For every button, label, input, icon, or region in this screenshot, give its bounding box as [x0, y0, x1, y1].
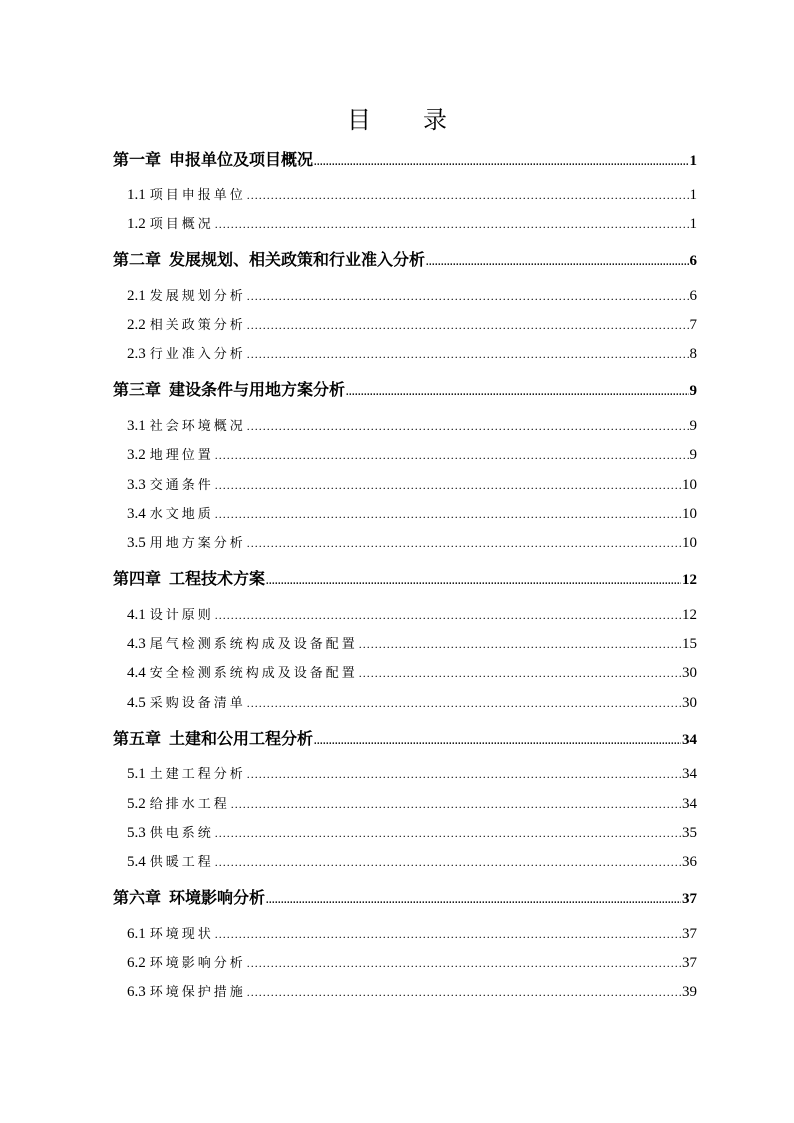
dot-leader [247, 289, 689, 304]
chapter-label: 第四章 [113, 569, 162, 588]
dot-leader [247, 318, 689, 333]
toc-section-4-3[interactable] [127, 633, 697, 653]
toc-section-5-4[interactable] [127, 851, 697, 871]
dot-leader [247, 188, 689, 203]
section-number: 4.5 [127, 695, 146, 711]
dot-leader [215, 507, 681, 522]
page-number: 12 [682, 607, 697, 623]
toc-section-2-2[interactable] [127, 314, 697, 334]
section-number: 6.1 [127, 926, 146, 942]
toc-section-5-3[interactable] [127, 822, 697, 842]
section-number: 5.4 [127, 854, 146, 870]
toc-section-6-2[interactable] [127, 952, 697, 972]
page-number: 30 [682, 665, 697, 681]
toc-section-4-5[interactable] [127, 692, 697, 712]
toc-section-3-2[interactable] [127, 444, 697, 464]
toc-section-5-2[interactable] [127, 793, 697, 813]
dot-leader [247, 767, 681, 782]
section-title: 尾气检测系统构成及设备配置 [149, 637, 358, 652]
page-number: 1 [689, 216, 697, 232]
dot-leader [266, 576, 681, 587]
dot-leader [215, 855, 681, 870]
section-title: 用地方案分析 [149, 536, 246, 551]
section-number: 2.2 [127, 317, 146, 333]
toc-section-2-3[interactable] [127, 343, 697, 363]
dot-leader [215, 448, 689, 463]
section-number: 3.2 [127, 447, 146, 463]
dot-leader [346, 387, 688, 398]
section-title: 供暖工程 [149, 855, 214, 870]
section-title: 采购设备清单 [149, 696, 246, 711]
toc-section-4-1[interactable] [127, 604, 697, 624]
chapter-title: 环境影响分析 [169, 888, 266, 907]
section-title: 项目申报单位 [149, 188, 246, 203]
section-title: 设计原则 [149, 608, 214, 623]
page-number: 10 [682, 506, 697, 522]
dot-leader [247, 696, 681, 711]
section-title: 项目概况 [149, 217, 214, 232]
page-number: 6 [689, 288, 697, 304]
section-title: 土建工程分析 [149, 767, 246, 782]
page-number: 9 [689, 383, 697, 399]
section-title: 交通条件 [149, 478, 214, 493]
toc-section-6-3[interactable] [127, 981, 697, 1001]
page-number: 37 [682, 926, 697, 942]
dot-leader [215, 927, 681, 942]
page-number: 37 [682, 955, 697, 971]
dot-leader [247, 347, 689, 362]
dot-leader [215, 217, 689, 232]
section-title: 安全检测系统构成及设备配置 [149, 666, 358, 681]
chapter-label: 第五章 [113, 729, 162, 748]
toc-section-3-1[interactable] [127, 415, 697, 435]
page-number: 8 [689, 346, 697, 362]
dot-leader [247, 985, 681, 1000]
dot-leader [247, 419, 689, 434]
toc-title-left: 目 [347, 106, 371, 134]
toc-title [0, 100, 794, 135]
toc-section-5-1[interactable] [127, 763, 697, 783]
dot-leader [359, 637, 681, 652]
page-number: 37 [682, 891, 697, 907]
toc-section-3-5[interactable] [127, 532, 697, 552]
page-number: 10 [682, 477, 697, 493]
toc-section-1-1[interactable] [127, 184, 697, 204]
toc-chapter-1[interactable] [113, 147, 697, 170]
section-title: 环境现状 [149, 927, 214, 942]
section-number: 5.1 [127, 766, 146, 782]
section-number: 1.1 [127, 187, 146, 203]
dot-leader [215, 478, 681, 493]
section-number: 4.4 [127, 665, 146, 681]
section-number: 3.3 [127, 477, 146, 493]
page-number: 30 [682, 695, 697, 711]
page-number: 7 [689, 317, 697, 333]
section-title: 供电系统 [149, 826, 214, 841]
section-number: 6.3 [127, 984, 146, 1000]
section-title: 给排水工程 [149, 797, 230, 812]
toc-title-right: 录 [423, 106, 447, 134]
chapter-title: 土建和公用工程分析 [169, 729, 314, 748]
chapter-label: 第二章 [113, 250, 162, 269]
page-number: 1 [689, 153, 697, 169]
chapter-label: 第一章 [113, 150, 162, 169]
chapter-title: 工程技术方案 [169, 569, 266, 588]
page-number: 12 [682, 572, 697, 588]
page-number: 34 [682, 732, 697, 748]
page-number: 10 [682, 535, 697, 551]
toc-section-3-3[interactable] [127, 474, 697, 494]
chapter-label: 第六章 [113, 888, 162, 907]
toc-section-2-1[interactable] [127, 285, 697, 305]
dot-leader [231, 797, 681, 812]
toc-chapter-4[interactable] [113, 566, 697, 589]
page-number: 34 [682, 766, 697, 782]
toc-section-1-2[interactable] [127, 213, 697, 233]
toc-chapter-5[interactable] [113, 726, 697, 749]
section-number: 5.3 [127, 825, 146, 841]
dot-leader [215, 826, 681, 841]
dot-leader [314, 157, 688, 168]
page-number: 6 [689, 253, 697, 269]
section-number: 2.1 [127, 288, 146, 304]
page-number: 1 [689, 187, 697, 203]
page-number: 39 [682, 984, 697, 1000]
section-number: 1.2 [127, 216, 146, 232]
page-number: 34 [682, 796, 697, 812]
section-title: 行业准入分析 [149, 347, 246, 362]
section-number: 3.4 [127, 506, 146, 522]
page-number: 36 [682, 854, 697, 870]
dot-leader [266, 895, 681, 906]
toc-section-4-4[interactable] [127, 662, 697, 682]
section-number: 5.2 [127, 796, 146, 812]
toc-chapter-3[interactable] [113, 377, 697, 400]
section-title: 社会环境概况 [149, 419, 246, 434]
section-number: 4.1 [127, 607, 146, 623]
dot-leader [247, 956, 681, 971]
section-title: 水文地质 [149, 507, 214, 522]
section-title: 相关政策分析 [149, 318, 246, 333]
dot-leader [215, 608, 681, 623]
section-number: 6.2 [127, 955, 146, 971]
chapter-title: 建设条件与用地方案分析 [169, 380, 346, 399]
toc-chapter-2[interactable] [113, 247, 697, 270]
toc-chapter-6[interactable] [113, 885, 697, 908]
section-number: 2.3 [127, 346, 146, 362]
section-title: 环境影响分析 [149, 956, 246, 971]
toc-section-3-4[interactable] [127, 503, 697, 523]
dot-leader [314, 736, 681, 747]
section-number: 3.5 [127, 535, 146, 551]
section-number: 4.3 [127, 636, 146, 652]
section-number: 3.1 [127, 418, 146, 434]
page-number: 9 [689, 447, 697, 463]
toc-section-6-1[interactable] [127, 923, 697, 943]
dot-leader [247, 536, 681, 551]
page-number: 9 [689, 418, 697, 434]
chapter-title: 申报单位及项目概况 [169, 150, 314, 169]
section-title: 地理位置 [149, 448, 214, 463]
section-title: 环境保护措施 [149, 985, 246, 1000]
page-number: 15 [682, 636, 697, 652]
chapter-title: 发展规划、相关政策和行业准入分析 [169, 250, 426, 269]
dot-leader [359, 666, 681, 681]
chapter-label: 第三章 [113, 380, 162, 399]
dot-leader [426, 257, 688, 268]
page-number: 35 [682, 825, 697, 841]
section-title: 发展规划分析 [149, 289, 246, 304]
